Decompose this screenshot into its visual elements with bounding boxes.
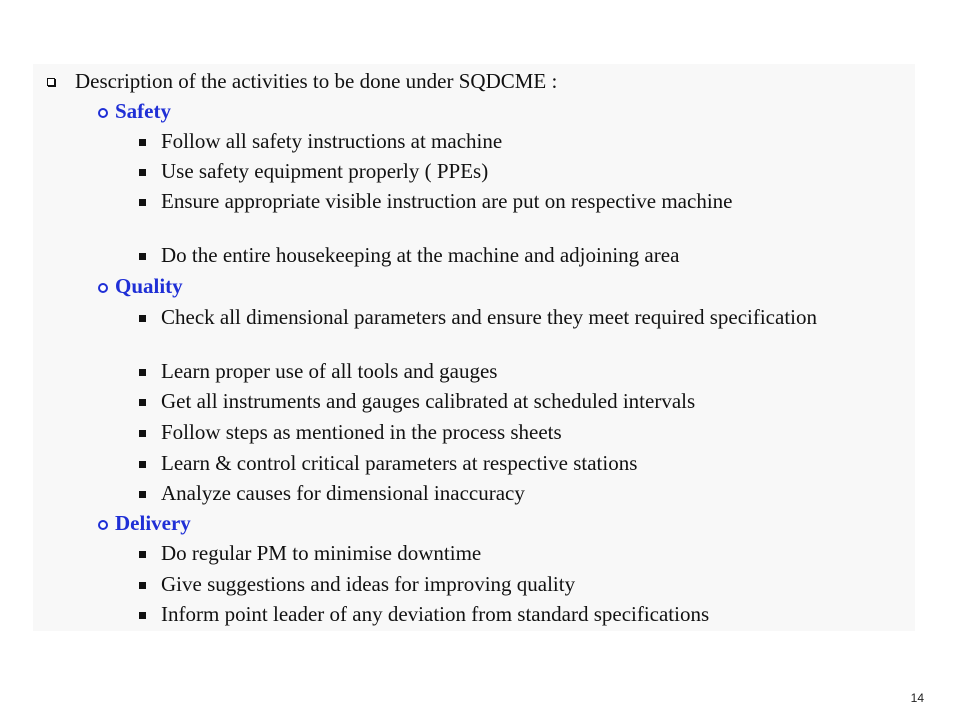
intro-text: Description of the activities to be done under SQDCME : <box>75 69 558 93</box>
circle-bullet-icon <box>98 283 108 293</box>
list-item-text: Learn proper use of all tools and gauges <box>161 359 498 383</box>
list-item-text: Give suggestions and ideas for improving quality <box>161 572 576 596</box>
content-panel <box>33 64 915 631</box>
section-title: Delivery <box>115 511 191 535</box>
list-item-text: Learn & control critical parameters at respective stations <box>161 451 638 475</box>
square-bullet-icon <box>139 199 146 206</box>
list-item-text: Analyze causes for dimensional inaccuracy <box>161 481 525 505</box>
list-item-text: Get all instruments and gauges calibrated at scheduled intervals <box>161 389 696 413</box>
page-number: 14 <box>910 691 924 705</box>
square-bullet-icon <box>139 430 146 437</box>
square-bullet-icon <box>139 139 146 146</box>
section-title: Quality <box>115 274 183 298</box>
square-bullet-icon <box>139 491 146 498</box>
list-item-text: Check all dimensional parameters and ensure they meet required specification <box>161 305 817 329</box>
square-bullet-icon <box>139 315 146 322</box>
list-item-text: Use safety equipment properly ( PPEs) <box>161 159 489 183</box>
square-bullet-icon <box>139 253 146 260</box>
square-bullet-icon <box>139 369 146 376</box>
square-bullet-icon <box>139 612 146 619</box>
checkbox-bullet-icon <box>47 78 55 86</box>
square-bullet-icon <box>139 461 146 468</box>
list-item-text: Inform point leader of any deviation from standard specifications <box>161 602 710 626</box>
square-bullet-icon <box>139 582 146 589</box>
list-item-text: Do regular PM to minimise downtime <box>161 541 482 565</box>
circle-bullet-icon <box>98 520 108 530</box>
list-item-text: Do the entire housekeeping at the machine and adjoining area <box>161 243 680 267</box>
circle-bullet-icon <box>98 108 108 118</box>
list-item-text: Follow all safety instructions at machine <box>161 129 503 153</box>
square-bullet-icon <box>139 169 146 176</box>
list-item-text: Follow steps as mentioned in the process sheets <box>161 420 562 444</box>
square-bullet-icon <box>139 399 146 406</box>
list-item-text: Ensure appropriate visible instruction are put on respective machine <box>161 189 733 213</box>
square-bullet-icon <box>139 551 146 558</box>
section-title: Safety <box>115 99 171 123</box>
